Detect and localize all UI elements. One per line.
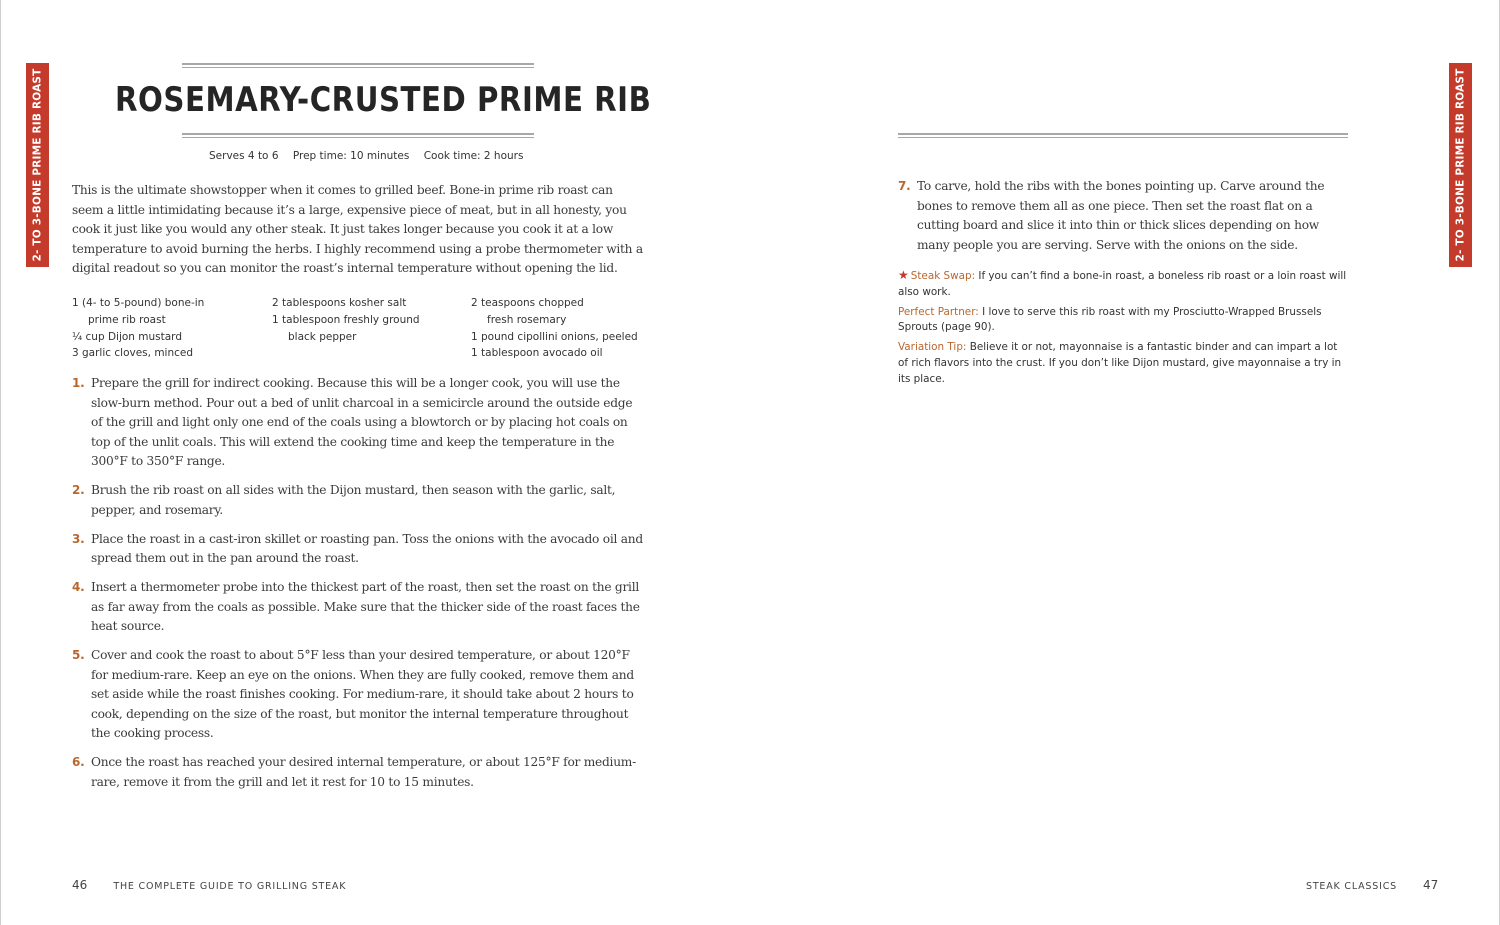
recipe-step xyxy=(72,753,647,792)
ingredient-item: 2 tablespoons kosher salt xyxy=(272,297,407,309)
cook-time-text: Cook time: 2 hours xyxy=(423,150,524,162)
recipe-steps-right xyxy=(898,177,1353,255)
recipe-meta xyxy=(209,150,534,162)
steak-swap-tip xyxy=(898,268,1348,301)
ingredient-item: 1 pound cipollini onions, peeled xyxy=(471,330,638,343)
variation-tip xyxy=(898,340,1348,387)
recipe-step xyxy=(72,646,647,744)
ingredient-item: ¼ cup Dijon mustard xyxy=(72,330,182,343)
left-chapter-tab-label: 2- TO 3-BONE PRIME RIB ROAST xyxy=(31,68,44,262)
step-text: Cover and cook the roast to about 5°F less than your desired temperature, or about 120°F for medium-rare. Keep an eye on the onions. When they are fully cooked, remove them and set aside while the roast finishes cooking. For medium-rare, it should take about 2 hours to cook, depending on the size of the roast, but monitor the internal temperature throughout the cooking process. xyxy=(91,648,634,741)
tip-text: I love to serve this rib roast with my Prosciutto-Wrapped Brussels Sprouts (page 90). xyxy=(898,305,1322,334)
ingredient-item: black pepper xyxy=(288,330,357,343)
step-number: 5. xyxy=(72,648,85,663)
left-footer xyxy=(72,874,346,893)
step-text: Once the roast has reached your desired internal temperature, or about 125°F for medium-rare, remove it from the grill and let it rest for 10 to 15 minutes. xyxy=(91,755,636,789)
left-chapter-tab xyxy=(26,63,49,267)
left-page-number: 46 xyxy=(72,878,88,892)
right-footer xyxy=(1306,874,1438,893)
ingredient-item: 3 garlic cloves, minced xyxy=(72,347,194,360)
tip-text: Believe it or not, mayonnaise is a fantastic binder and can impart a lot of rich flavors into the crust. If you don’t like Dijon mustard, give mayonnaise a try in its place. xyxy=(898,341,1342,385)
ingredients-column-2 xyxy=(272,295,420,345)
step-text: To carve, hold the ribs with the bones pointing up. Carve around the bones to remove them all as one piece. Then set the roast flat on a cutting board and slice it into thin or thick slices depending on how many people you are serving. Serve with the onions on the side. xyxy=(917,179,1325,252)
recipe-tips xyxy=(898,268,1348,392)
step-number: 6. xyxy=(72,755,85,770)
ingredient-item: 1 tablespoon avocado oil xyxy=(471,347,603,360)
tip-label: Variation Tip: xyxy=(898,341,967,354)
step-text: Brush the rib roast on all sides with the Dijon mustard, then season with the garlic, salt, pepper, and rosemary. xyxy=(91,483,616,517)
recipe-step xyxy=(72,481,647,520)
recipe-step xyxy=(72,374,647,472)
star-icon: ★ xyxy=(898,268,909,282)
ingredients-column-3 xyxy=(471,295,638,362)
left-page-edge xyxy=(0,0,1,925)
right-chapter-tab xyxy=(1449,63,1472,267)
title-top-rule xyxy=(182,63,534,68)
recipe-step xyxy=(72,530,647,569)
step-text: Insert a thermometer probe into the thickest part of the roast, then set the roast on the grill as far away from the coals as possible. Make sure that the thicker side of the roast faces the heat source. xyxy=(91,580,640,634)
tip-text: If you can’t find a bone-in roast, a boneless rib roast or a loin roast will also work. xyxy=(898,270,1347,298)
recipe-steps-left xyxy=(72,374,647,802)
step-number: 7. xyxy=(898,179,911,193)
step-number: 3. xyxy=(72,531,85,546)
recipe-intro: This is the ultimate showstopper when it comes to grilled beef. Bone-in prime rib roast can seem a little intimidating because it’s a large, expensive piece of meat, but in all honesty, you cook it just like you would any other steak. It just takes longer because you cook it at a low temperature to avoid burning the herbs. I highly recommend using a probe thermometer with a digital readout so you can monitor the roast’s internal temperature without opening the lid. xyxy=(72,183,643,276)
tip-label: Steak Swap: xyxy=(910,270,976,282)
ingredient-item: prime rib roast xyxy=(88,313,166,326)
perfect-partner-tip xyxy=(898,305,1348,337)
title-bottom-rule xyxy=(182,133,534,138)
tip-label: Perfect Partner: xyxy=(898,305,979,318)
recipe-step xyxy=(898,177,1353,255)
step-number: 2. xyxy=(72,483,85,498)
ingredient-item: 2 teaspoons chopped xyxy=(471,297,584,309)
right-page-number: 47 xyxy=(1423,878,1439,892)
step-number: 4. xyxy=(72,580,85,595)
right-page-rule xyxy=(898,133,1348,138)
ingredient-item: 1 (4- to 5-pound) bone-in xyxy=(72,297,205,309)
right-chapter-tab-label: 2- TO 3-BONE PRIME RIB ROAST xyxy=(1454,68,1467,262)
recipe-title: ROSEMARY-CRUSTED PRIME RIB xyxy=(115,80,652,120)
step-text: Prepare the grill for indirect cooking. Because this will be a longer cook, you will use the slow-burn method. Pour out a bed of unlit charcoal in a semicircle around the outside edge of the grill and light only one end of the coals using a blowtorch or by placing hot coals on top of the unlit coals. This will extend the cooking time and keep the temperature in the 300°F to 350°F range. xyxy=(91,376,633,468)
ingredients-column-1 xyxy=(72,295,204,362)
left-running-head: THE COMPLETE GUIDE TO GRILLING STEAK xyxy=(113,881,347,892)
step-text: Place the roast in a cast-iron skillet or roasting pan. Toss the onions with the avocado oil and spread them out in the pan around the roast. xyxy=(91,531,643,566)
step-number: 1. xyxy=(72,376,85,390)
prep-time-text: Prep time: 10 minutes xyxy=(292,150,410,162)
serves-text: Serves 4 to 6 xyxy=(209,150,279,162)
ingredient-item: fresh rosemary xyxy=(487,313,567,326)
recipe-step xyxy=(72,578,647,637)
right-running-head: STEAK CLASSICS xyxy=(1306,881,1397,892)
ingredient-item: 1 tablespoon freshly ground xyxy=(272,313,420,326)
